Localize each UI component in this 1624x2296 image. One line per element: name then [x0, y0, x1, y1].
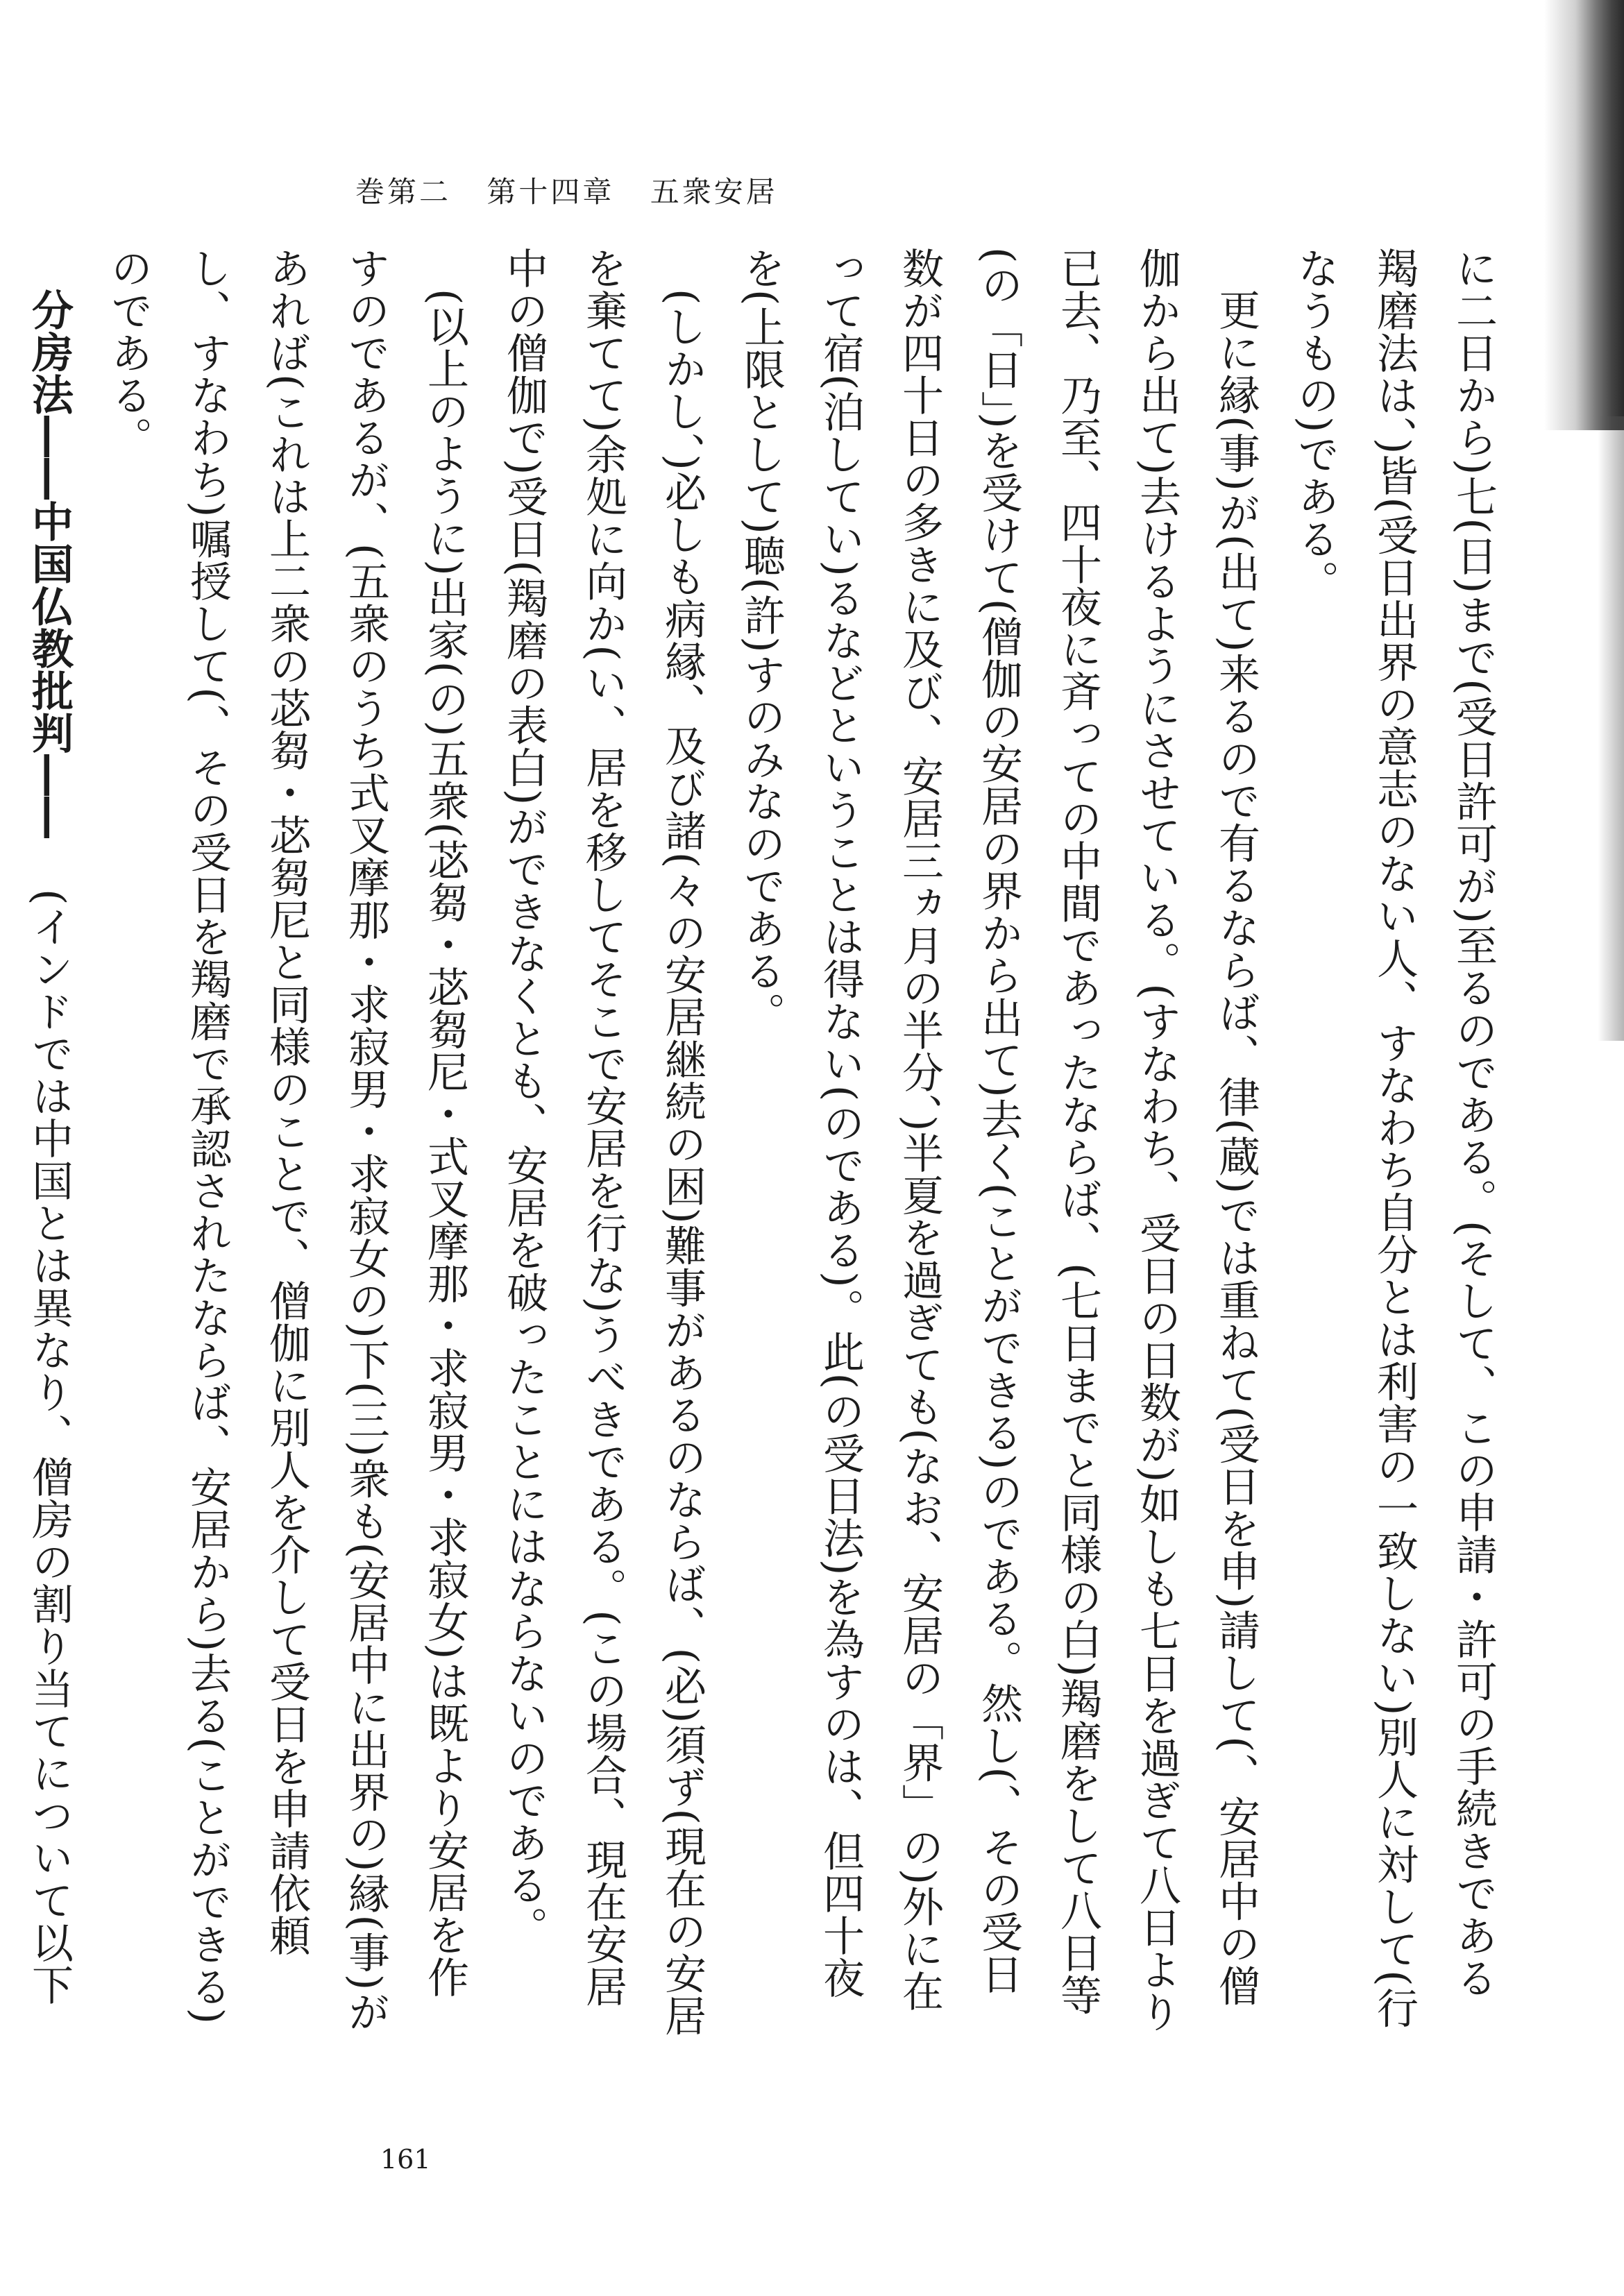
- section-heading-line: [0, 247, 89, 2037]
- vertical-body-text: [25, 247, 1513, 2037]
- section-lead: (インドでは中国とは異なり、僧房の割り当てについて以下: [25, 889, 74, 2007]
- running-head: [355, 169, 802, 211]
- running-head-section: 五衆安居: [650, 175, 778, 209]
- running-head-chapter: 第十四章: [487, 175, 615, 209]
- paragraph-1: に二日から)七(日)まで(受日許可が)至るのである。(そして、この申請・許可の手続きである羯磨法は、)皆(受日出界の意志のない人、すなわち自分とは利害の一致しない)別人に対して(行なうもの)である。: [1291, 247, 1498, 2030]
- paragraph-3: (しかし、)必しも病縁、及び諸(々の安居継続の困)難事があるのならば、(必)須ず(現在の安居を棄てて)余処に向か(い、居を移してそこで安居を行な)うべきである。(この場合、現在安居中の僧伽で)受日(羯磨の表白)ができなくとも、安居を破ったことにはならないのである。: [500, 247, 707, 2037]
- section-heading: 分房法――中国仏教批判――: [25, 289, 74, 839]
- page-number: 161: [380, 2144, 431, 2175]
- scan-shadow-edge: [1541, 0, 1624, 430]
- paragraph-4: (以上のように)出家(の)五衆(苾芻・苾芻尼・式叉摩那・求寂男・求寂女)は既より安居を作すのであるが、(五衆のうち式叉摩那・求寂男・求寂女の)下(三)衆も(安居中に出界の)縁(事)があれば(これは上二衆の苾芻・苾芻尼と同様のことで、僧伽に別人を介して受日を申請依頼し、すなわち)嘱授して(、その受日を羯磨で承認されたならば、安居から)去る(ことができる)のである。: [104, 247, 469, 2034]
- scan-shadow-edge-lower: [1596, 416, 1624, 1041]
- paragraph-2: 更に縁(事)が(出て)来るので有るならば、律(蔵)では重ねて(受日を申)請して(、安居中の僧伽から出て)去けるようにさせている。(すなわち、受日の日数が)如しも七日を過ぎて八日より已去、乃至、四十夜に斉っての中間であったならば、(七日までと同様の白)羯磨をして八日等(の「日」)を受けて(僧伽の安居の界から出て)去く(ことができる)のである。然し(、その受日数が四十日の多きに及び、安居三ヵ月の半分、)半夏を過ぎても(なお、安居の「界」の)外に在って宿(泊してい)るなどということは得ない(のである)。此(の受日法)を為すのは、但四十夜を(上限として)聴(許)すのみなのである。: [737, 247, 1260, 2034]
- running-head-volume: 巻第二: [355, 175, 452, 209]
